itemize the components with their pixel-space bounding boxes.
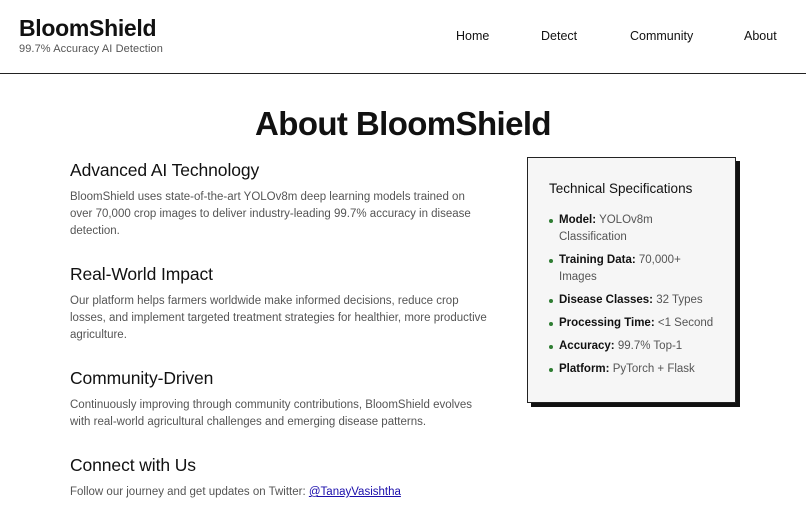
section-body: Continuously improving through community contributions, BloomShield evolves with real-world agricultural challenges and emerging disease patterns. <box>70 399 473 428</box>
section-heading: Advanced AI Technology <box>70 160 260 180</box>
spec-item-accuracy <box>549 338 715 355</box>
spec-item-platform <box>549 361 715 378</box>
spec-item-processing-time <box>549 315 715 332</box>
spec-label: Accuracy: <box>559 340 615 352</box>
section-body <box>70 484 490 501</box>
nav-home[interactable]: Home <box>456 29 490 43</box>
bullet-icon <box>549 322 553 326</box>
section-body: Our platform helps farmers worldwide make informed decisions, reduce crop losses, and implement targeted treatment strategies for healthier, more productive agriculture. <box>70 295 487 341</box>
section-advanced-ai <box>70 159 490 240</box>
spec-label: Platform: <box>559 363 610 375</box>
page-title: About BloomShield <box>255 105 551 142</box>
tech-specs-card <box>527 157 736 403</box>
section-heading: Community-Driven <box>70 368 214 388</box>
twitter-link[interactable]: @TanayVasishtha <box>308 486 401 498</box>
spec-label: Disease Classes: <box>559 294 653 306</box>
spec-value: PyTorch + Flask <box>612 363 695 375</box>
spec-value: 99.7% Top-1 <box>617 340 683 352</box>
brand-tagline: 99.7% Accuracy AI Detection <box>19 43 163 55</box>
section-real-world-impact <box>70 263 490 344</box>
bullet-icon <box>549 299 553 303</box>
bullet-icon <box>549 219 553 223</box>
connect-text: Follow our journey and get updates on Twitter: <box>70 486 309 498</box>
brand-name[interactable]: BloomShield <box>19 15 157 41</box>
section-heading: Connect with Us <box>70 455 196 475</box>
section-connect <box>70 454 490 501</box>
tech-specs-list <box>549 212 715 378</box>
spec-label: Training Data: <box>559 254 636 266</box>
spec-label: Model: <box>559 214 597 226</box>
spec-value: <1 Second <box>657 317 714 329</box>
nav-detect[interactable]: Detect <box>541 29 578 43</box>
bullet-icon <box>549 368 553 372</box>
spec-value: 70,000+ Images <box>559 254 681 283</box>
spec-label: Processing Time: <box>559 317 655 329</box>
brand[interactable] <box>19 14 163 55</box>
spec-value: 32 Types <box>656 294 703 306</box>
section-body: BloomShield uses state-of-the-art YOLOv8m deep learning models trained on over 70,000 crop images to deliver industry-leading 99.7% accuracy in disease detection. <box>70 191 471 237</box>
nav-about[interactable]: About <box>744 29 777 43</box>
site-header <box>0 0 806 74</box>
bullet-icon <box>549 259 553 263</box>
spec-item-disease-classes <box>549 292 715 309</box>
nav-community[interactable]: Community <box>630 29 694 43</box>
bullet-icon <box>549 345 553 349</box>
section-community-driven <box>70 367 490 431</box>
tech-specs-title: Technical Specifications <box>549 181 693 196</box>
spec-item-training-data <box>549 252 715 286</box>
section-heading: Real-World Impact <box>70 264 213 284</box>
spec-value: YOLOv8m Classification <box>559 214 653 243</box>
spec-item-model <box>549 212 715 246</box>
